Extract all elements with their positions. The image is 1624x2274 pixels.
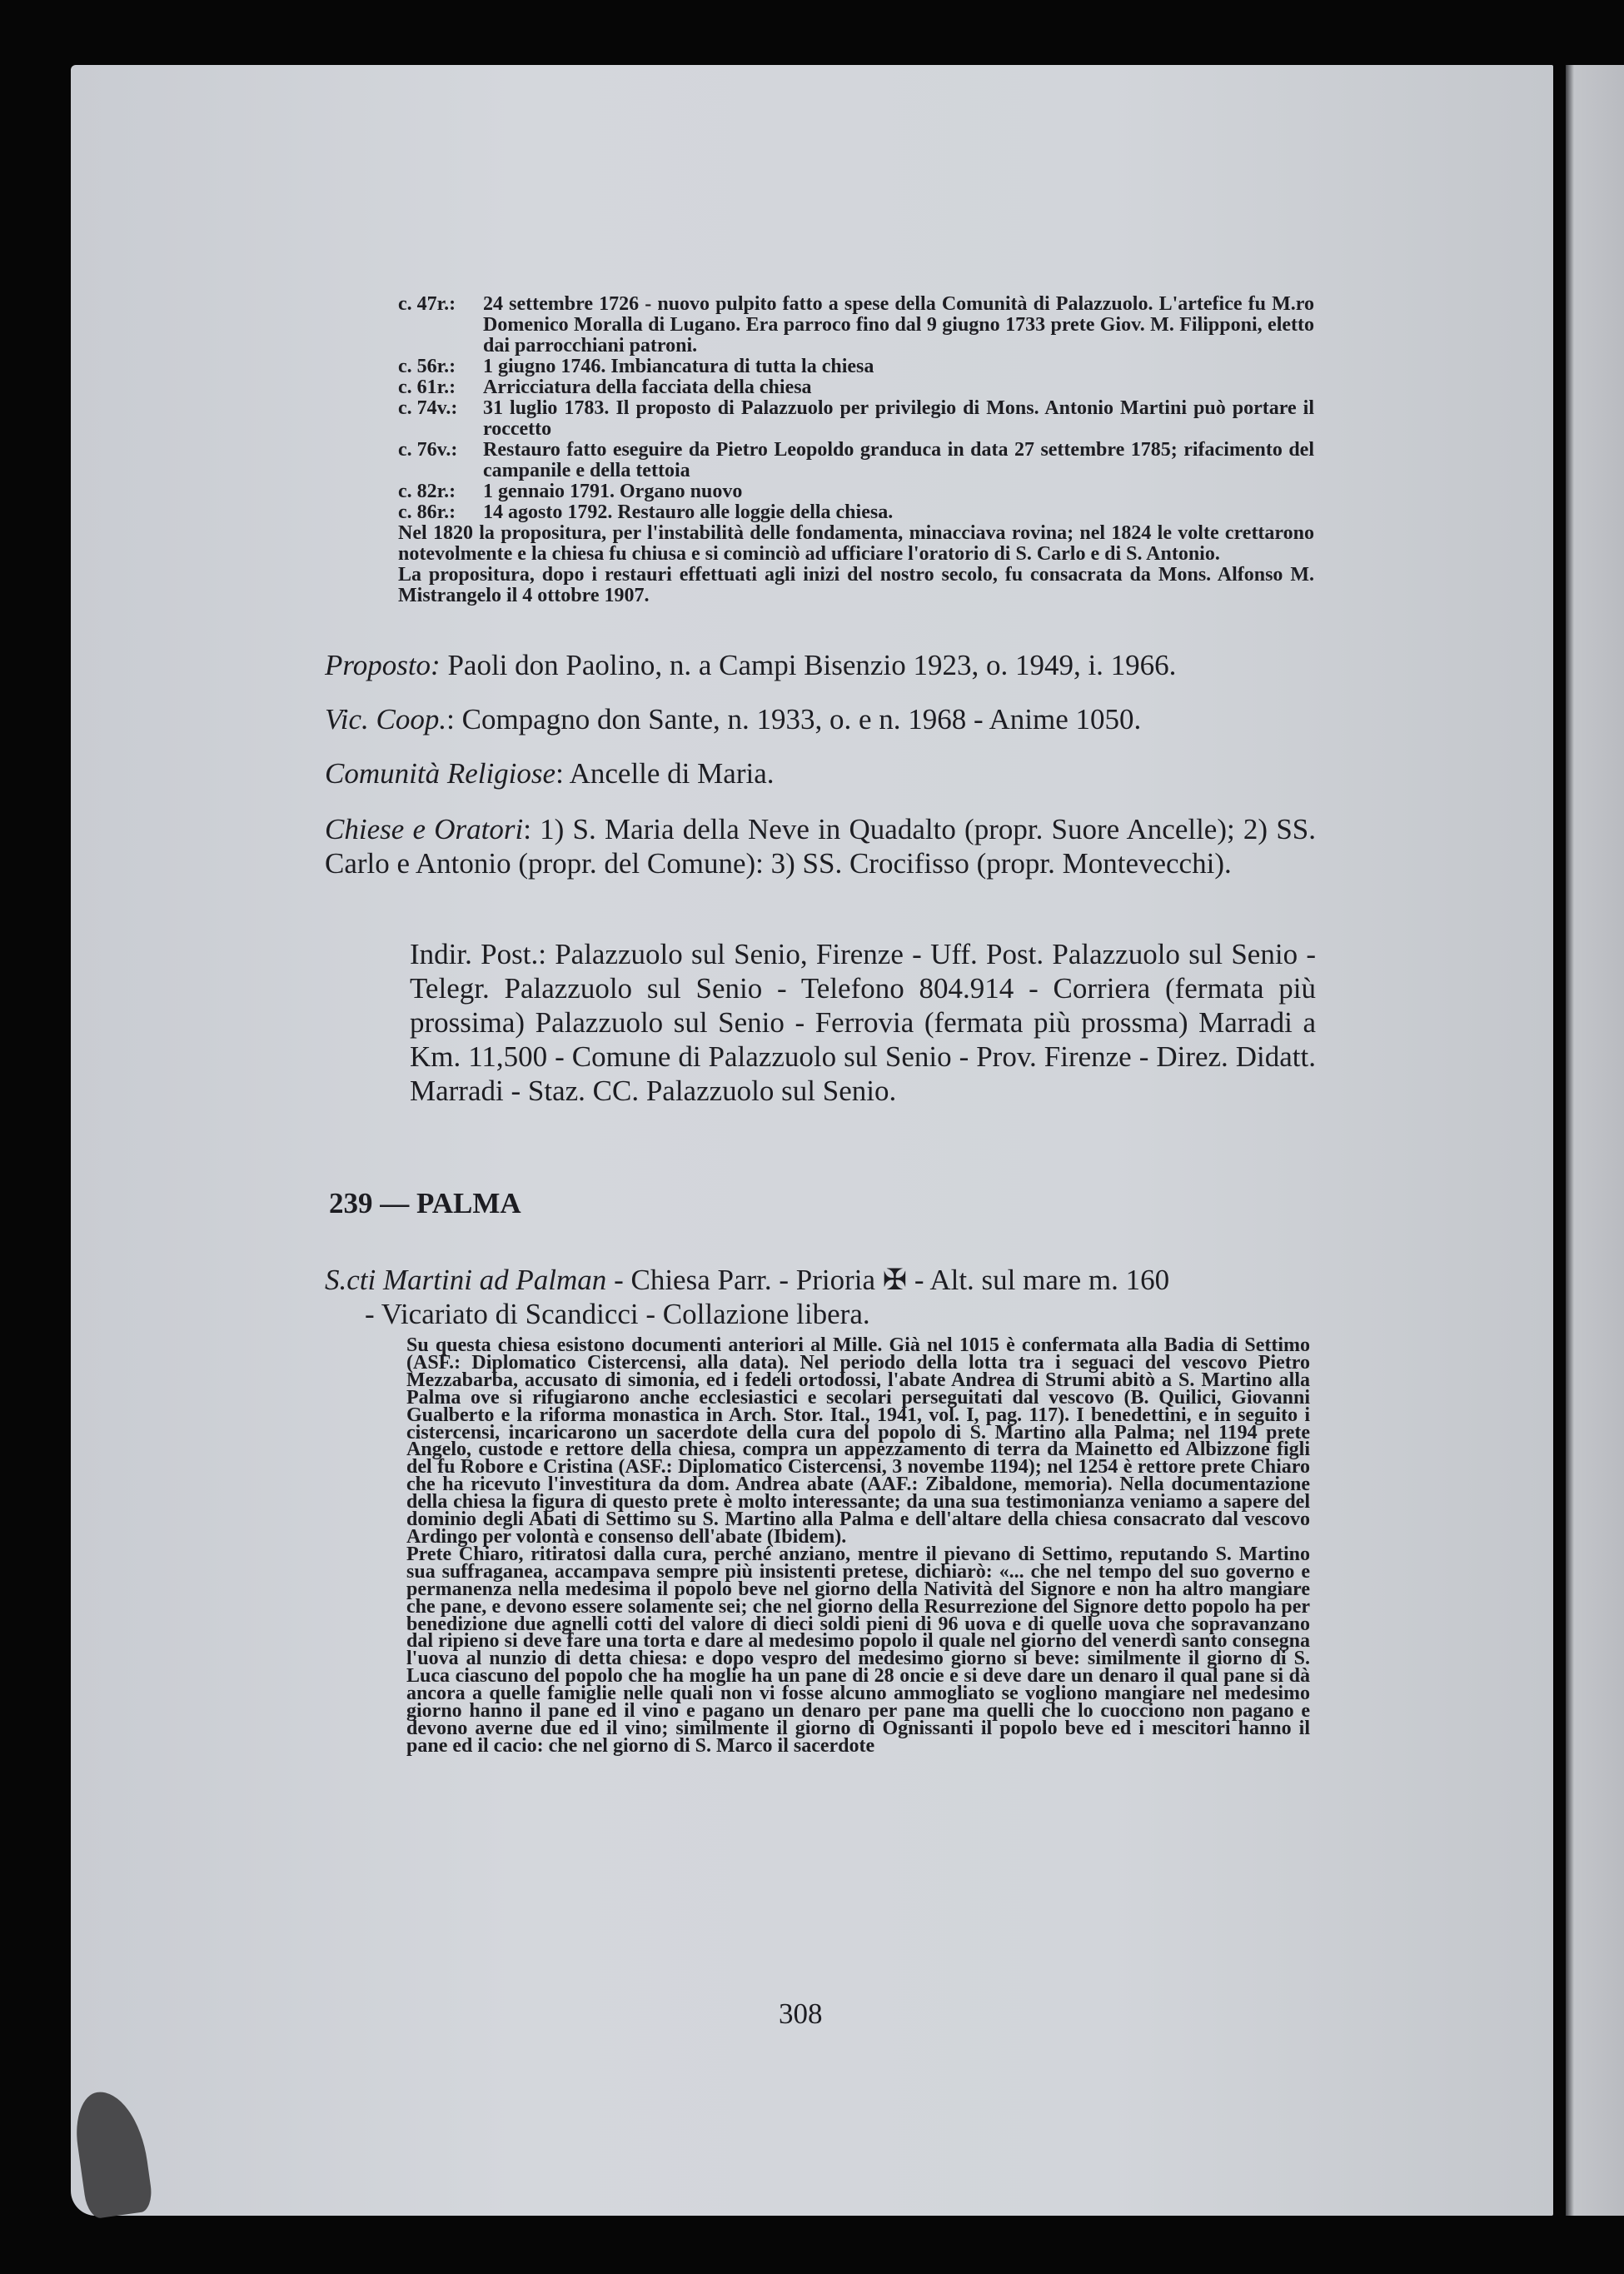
note-row [398,398,1314,440]
history-paragraph: Su questa chiesa esistono documenti anteriori al Mille. Già nel 1015 è confermata alla Badia di Settimo (ASF.: Diplomatico Cistercensi, alla data). Nel periodo della lotta tra i seguaci del vescovo Pietro Mezzabarba, accusato di simonia, ed i fedeli ortodossi, l'abate Andrea di Strumi abitò a S. Martino alla Palma ove si rifugiarono anche ecclesiastici e secolari perseguitati dal vescovo (B. Quilici, Giovanni Gualberto e la riforma monastica in Arch. Stor. Ital., 1941, vol. I, pag. 117). I benedettini, e in seguito i cistercensi, incaricarono un sacerdote della cura del popolo di S. Martino alla Palma; nel 1194 prete Angelo, custode e rettore della chiesa, compra un appezzamento di terra da Mainetto ed Albizzone figli del fu Robore e Cristina (ASF.: Diplomatico Cistercensi, 3 novembe 1194); nel 1254 è rettore prete Chiaro che ha ricevuto l'investitura da dom. Andrea abate (AAF.: Zibaldone, memoria). Nella documentazione della chiesa la figura di questo prete è molto interessante; da una sua testimonianza veniamo a sapere del dominio degli Abati di Settimo su S. Martino alla Palma e dell'altare della chiesa consacrato dal vescovo Ardingo per volontà e consenso dell'abate (Ibidem). [406,1334,1310,1548]
note-text: Arricciatura della facciata della chiesa [483,377,812,398]
chiese-text: : 1) S. Maria della Neve in Quadalto (propr. Suore Ancelle); 2) SS. Carlo e Antonio (propr. del Comune): 3) SS. Crocifisso (propr. Montevecchi). [325,813,1316,880]
church-line [325,1263,1316,1297]
note-row [398,502,1314,523]
note-text: 24 settembre 1726 - nuovo pulpito fatto a spese della Comunità di Palazzuolo. L'artefice fu M.ro Domenico Moralla di Lugano. Era parroco fino dal 9 giugno 1733 prete Giov. M. Filipponi, eletto dai parrocchiani patroni. [483,293,1314,357]
note-label: c. 86r.: [398,501,456,523]
vic-coop-label: Vic. Coop. [325,703,447,736]
church-info [325,1263,1316,1331]
history-paragraph: Prete Chiaro, ritiratosi dalla cura, perché anziano, mentre il pievano di Settimo, reputando S. Martino sua suffraganea, accampava sempre più insistenti pretese, dichiarò: «... che nel tempo del suo governo e permanenza nella medesima il popolo beve nel giorno della Natività del Signore e non ha altro mangiare che pane, e devono essere solamente sei; che nel giorno della Resurrezione del Signore detto popolo ha per benedizione due agnelli cotti del valore di dieci soldi pieni di 96 uova e di quelle uova che sopravanzano dal ripieno si deve fare una torta e dare al medesimo popolo il quale nel giorno del venerdì santo consegna l'uova al nunzio di detta chiesa: e dopo vespro del medesimo giorno si beve: similmente il giorno di S. Luca ciascuno del popolo che ha moglie ha un pane di 28 oncie e si deve dare un denaro il qual pane si dà ancora a quelle famiglie nelle quali non vi fosse alcuno ammogliato se vogliono mangiare nel medesimo giorno hanno il pane ed il vino e pagano un denaro per pane ma quelli che lo cuocciono non pagano e devono averne due ed il vino; similmente il giorno di Ognissanti il popolo beve ed i mescitori hanno il pane ed il cacio: che nel giorno di S. Marco il sacerdote [406,1543,1310,1757]
chiese-label: Chiese e Oratori [325,813,524,845]
note-paragraph: Nel 1820 la propositura, per l'instabilità delle fondamenta, minacciava rovina; nel 1824 le volte crettarono notevolmente e la chiesa fu chiusa e si cominciò ad ufficiare l'oratorio di S. Carlo e di S. Antonio. [398,522,1314,565]
note-row [398,481,1314,502]
heading-dash: — [380,1187,410,1219]
note-label: c. 56r.: [398,356,456,377]
next-page-edge [1566,65,1624,2216]
comunita-text: : Ancelle di Maria. [555,757,775,790]
note-label: c. 47r.: [398,293,456,315]
note-paragraph: La propositura, dopo i restauri effettuati agli inizi del nostro secolo, fu consacrata da Mons. Alfonso M. Mistrangelo il 4 ottobre 1907. [398,564,1314,606]
note-row [398,377,1314,398]
note-row [398,440,1314,481]
postal-address: Indir. Post.: Palazzuolo sul Senio, Firenze - Uff. Post. Palazzuolo sul Senio - Telegr. Palazzuolo sul Senio - Telefono 804.914 - Corriera (fermata più prossima) Palazzuolo sul Senio - Ferrovia (fermata più prossma) Marradi a Km. 11,500 - Comune di Palazzuolo sul Senio - Prov. Firenze - Direz. Didatt. Marradi - Staz. CC. Palazzuolo sul Senio. [410,938,1316,1107]
note-label: c. 74v.: [398,397,458,419]
note-label: c. 76v.: [398,439,458,461]
note-row [398,357,1314,377]
comunita-line [325,756,1316,790]
note-text: 14 agosto 1792. Restauro alle loggie della chiesa. [483,501,894,523]
note-text: 1 giugno 1746. Imbiancatura di tutta la chiesa [483,356,874,377]
church-line1: - Chiesa Parr. - Prioria [614,1264,876,1296]
note-text: 1 gennaio 1791. Organo nuovo [483,481,743,502]
archival-notes [398,294,1314,606]
church-name: S.cti Martini ad Palman [325,1264,607,1296]
vic-coop-line [325,702,1316,736]
proposto-text: Paoli don Paolino, n. a Campi Bisenzio 1923, o. 1949, i. 1966. [447,649,1177,681]
chiese-line [325,812,1316,880]
page-number: 308 [779,1997,823,2030]
note-text: 31 luglio 1783. Il proposto di Palazzuolo per privilegio di Mons. Antonio Martini può portare il roccetto [483,397,1314,440]
vic-coop-text: : Compagno don Sante, n. 1933, o. e n. 1968 - Anime 1050. [446,703,1142,736]
proposto-label: Proposto: [325,649,441,681]
note-row [398,294,1314,357]
church-line3: - Vicariato di Scandicci - Collazione libera. [365,1298,870,1330]
note-text: Restauro fatto eseguire da Pietro Leopoldo granduca in data 27 settembre 1785; rifacimento del campanile e della tettoia [483,439,1314,481]
cross-icon: ✠ [882,1264,908,1296]
comunita-label: Comunità Religiose [325,757,556,790]
entry-number: 239 [329,1187,373,1219]
church-line2: - Alt. sul mare m. 160 [914,1264,1170,1296]
note-label: c. 82r.: [398,481,456,502]
entry-name: PALMA [416,1187,521,1219]
note-label: c. 61r.: [398,377,456,398]
section-heading [329,1187,521,1220]
proposto-line [325,648,1316,682]
history-text [406,1334,1310,1757]
